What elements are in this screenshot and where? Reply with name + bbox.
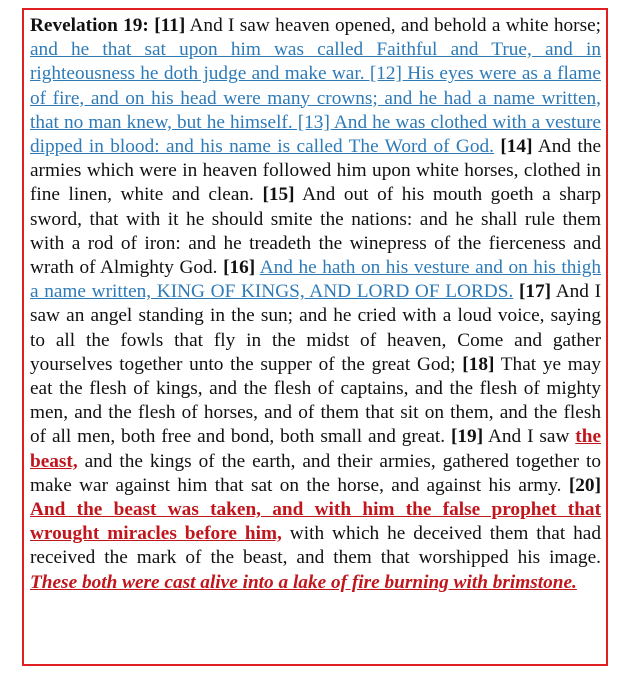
passage-body: [30, 15, 601, 593]
highlight-blue-segment: and he that sat upon him was called Faithful and True, and in righteousness he doth judge and make war. [12] His eyes were as a flame of fire, and on his head were many crowns; and he had a name written, that no man knew, but he himself. [13] And he was clothed with a vesture dipped in blood: and his name is called The Word of God.: [30, 39, 601, 158]
text-segment: And I saw an angel standing in the sun; and he cried with a loud voice, saying to all the fowls that fly in the midst of heaven, Come and gather yourselves together unto the supper of the great God;: [30, 281, 602, 375]
verse-number: [11]: [154, 15, 186, 36]
verse-number: [17]: [518, 281, 552, 303]
text-segment: And out of his mouth goeth a sharp sword, that with it he should smite the nations: and he shall rule them with a rod of iron: and he treadeth the winepress of the fierceness and wrath of Almighty God.: [30, 184, 601, 279]
text-segment: And the armies which were in heaven followed him upon white horses, clothed in fine linen, white and clean.: [30, 136, 602, 206]
verse-number: [16]: [223, 257, 256, 279]
verse-number: [19]: [451, 426, 484, 448]
passage-reference: Revelation 19:: [30, 15, 149, 36]
verse-number: [14]: [500, 136, 533, 158]
scripture-frame: [22, 8, 608, 666]
highlight-blue-segment: And he hath on his vesture and on his thigh a name written, KING OF KINGS, AND LORD OF LORDS.: [30, 257, 601, 303]
highlight-red-segment: And the beast was taken, and with him the false prophet that wrought miracles before him,: [30, 499, 601, 545]
highlight-red-segment: the beast,: [30, 426, 601, 472]
text-segment: with which he deceived them that had received the mark of the beast, and them that worshipped his image.: [30, 523, 601, 569]
verse-number: [20]: [568, 474, 601, 496]
verse-number: [15]: [262, 184, 295, 206]
text-segment: and the kings of the earth, and their armies, gathered together to make war against him that sat on the horse, and against his army.: [30, 450, 601, 496]
text-segment: And I saw: [483, 426, 576, 448]
scripture-passage: [30, 14, 601, 595]
highlight-red-italic-segment: These both were cast alive into a lake of fire burning with brimstone.: [30, 571, 577, 593]
verse-number: [18]: [462, 353, 495, 375]
text-segment: And I saw heaven opened, and behold a white horse;: [185, 15, 601, 36]
text-segment: That ye may eat the flesh of kings, and the flesh of captains, and the flesh of mighty men, and the flesh of horses, and of them that sit on them, and the flesh of all men, both free and bond, both small and great.: [30, 353, 601, 448]
